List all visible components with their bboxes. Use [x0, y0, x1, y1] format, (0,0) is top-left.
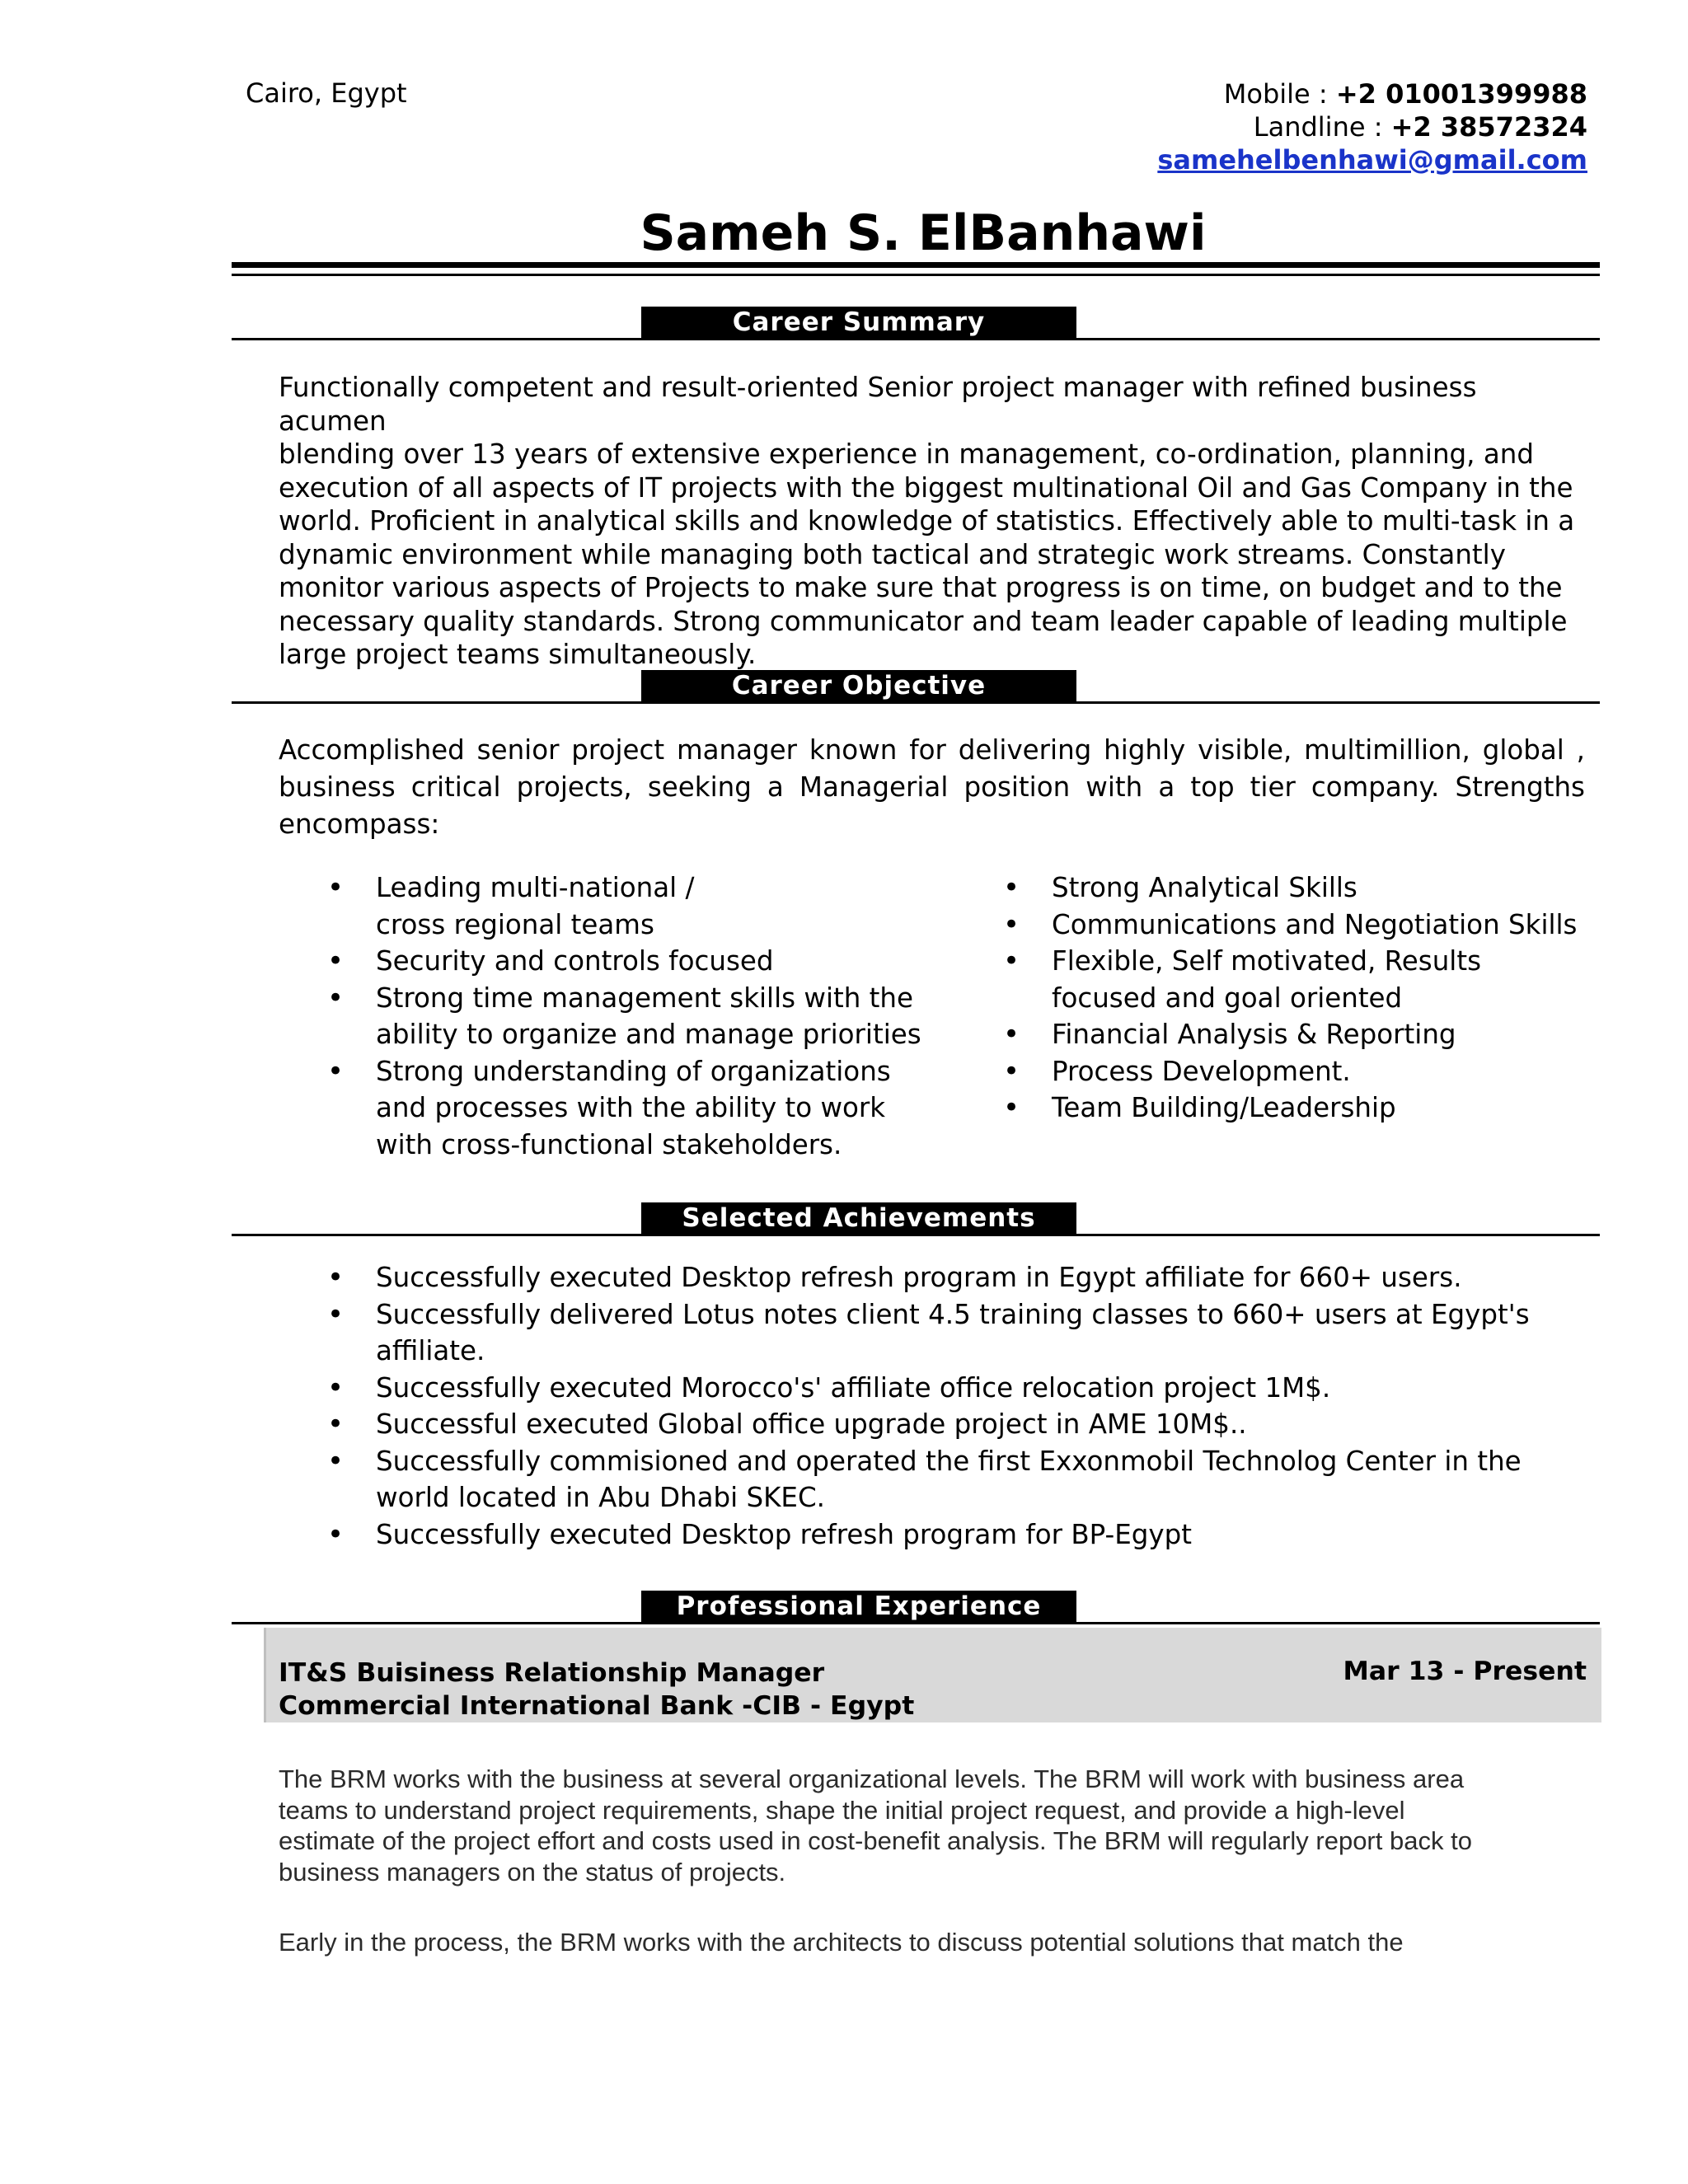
list-item: • Strong Analytical Skills — [954, 869, 1597, 907]
city-location: Cairo, Egypt — [246, 77, 407, 109]
summary-line: monitor various aspects of Projects to make sure that progress is on time, on budget and to the — [279, 572, 1563, 603]
list-item: • Successful executed Global office upgrade project in AME 10M$.. — [279, 1406, 1597, 1443]
section-heading-career-objective: Career Objective — [641, 670, 1076, 701]
summary-line: execution of all aspects of IT projects with the biggest multinational Oil and Gas Company in the — [279, 471, 1573, 504]
list-item: • Successfully delivered Lotus notes client 4.5 training classes to 660+ users at Egypt's affiliate. — [279, 1296, 1597, 1370]
list-item: • Successfully executed Desktop refresh program in Egypt affiliate for 660+ users. — [279, 1259, 1597, 1296]
objective-line: encompass: — [279, 808, 440, 840]
job-description-paragraph — [279, 1764, 1581, 1887]
list-item: • Process Development. — [954, 1053, 1597, 1090]
objective-line: Accomplished senior project manager known for delivering highly visible, multimillion, global , — [279, 734, 1585, 766]
description-line: The BRM works with the business at several organizational levels. The BRM will work with business area — [279, 1765, 1465, 1793]
name-rule-thick — [232, 262, 1600, 268]
mobile-line — [1157, 77, 1587, 110]
list-item: • Flexible, Self motivated, Results focused and goal oriented — [954, 943, 1597, 1016]
job-dates: Mar 13 - Present — [1343, 1657, 1587, 1686]
list-item: • Successfully commisioned and operated the first Exxonmobil Technolog Center in the world located in Abu Dhabi SKEC. — [279, 1443, 1597, 1516]
achievements-list — [279, 1259, 1597, 1553]
list-item: • Security and controls focused — [279, 943, 938, 980]
email-link[interactable]: samehelbenhawi@gmail.com — [1157, 144, 1587, 176]
section-rule — [232, 1622, 1600, 1624]
list-item: • Leading multi-national / cross regional teams — [279, 869, 938, 943]
section-rule — [232, 701, 1600, 704]
summary-line: world. Proficient in analytical skills and knowledge of statistics. Effectively able to multi-task in a — [279, 505, 1575, 537]
job-description-paragraph-2: Early in the process, the BRM works with the architects to discuss potential solutions that match the — [279, 1928, 1404, 1957]
list-item: • Team Building/Leadership — [954, 1090, 1597, 1127]
description-line: business managers on the status of projects. — [279, 1857, 786, 1886]
summary-line: blending over 13 years of extensive experience in management, co-ordination, planning, and — [279, 438, 1534, 470]
landline-label: Landline : — [1253, 111, 1391, 143]
summary-line: dynamic environment while managing both tactical and strategic work streams. Constantly — [279, 538, 1506, 570]
candidate-name: Sameh S. ElBanhawi — [640, 204, 1207, 262]
strengths-right-list — [954, 869, 1597, 1127]
career-summary-text — [279, 371, 1585, 672]
section-heading-career-summary: Career Summary — [641, 307, 1076, 338]
description-line: teams to understand project requirements, shape the initial project request, and provide a high-level — [279, 1795, 1405, 1825]
list-item: • Communications and Negotiation Skills — [954, 907, 1597, 944]
summary-line: Functionally competent and result-oriented Senior project manager with refined business acumen — [279, 372, 1477, 437]
mobile-number: +2 01001399988 — [1335, 78, 1587, 110]
summary-line: necessary quality standards. Strong communicator and team leader capable of leading multiple — [279, 605, 1568, 637]
name-rule-thin — [232, 274, 1600, 276]
section-heading-professional-experience: Professional Experience — [641, 1591, 1076, 1622]
summary-line: large project teams simultaneously. — [279, 639, 757, 670]
experience-heading — [279, 1657, 914, 1722]
list-item: • Successfully executed Desktop refresh program for BP-Egypt — [279, 1516, 1597, 1554]
job-title: IT&S Buisiness Relationship Manager — [279, 1658, 825, 1688]
mobile-label: Mobile : — [1223, 78, 1336, 110]
section-heading-selected-achievements: Selected Achievements — [641, 1202, 1076, 1234]
section-rule — [232, 338, 1600, 340]
landline-number: +2 38572324 — [1390, 111, 1587, 143]
landline-line — [1157, 110, 1587, 143]
objective-line: business critical projects, seeking a Managerial position with a top tier company. Strengths — [279, 771, 1585, 803]
section-rule — [232, 1234, 1600, 1236]
career-objective-text — [279, 732, 1585, 843]
list-item: • Financial Analysis & Reporting — [954, 1016, 1597, 1053]
list-item: • Successfully executed Morocco's' affiliate office relocation project 1M$. — [279, 1370, 1597, 1407]
strengths-left-list — [279, 869, 938, 1163]
list-item: • Strong understanding of organizations and processes with the ability to work with cross-functional stakeholders. — [279, 1053, 938, 1164]
description-line: estimate of the project effort and costs used in cost-benefit analysis. The BRM will regularly report back to — [279, 1826, 1472, 1855]
list-item: • Strong time management skills with the ability to organize and manage priorities — [279, 980, 938, 1053]
company-name: Commercial International Bank -CIB - Egypt — [279, 1691, 915, 1721]
contact-block — [1157, 77, 1587, 176]
